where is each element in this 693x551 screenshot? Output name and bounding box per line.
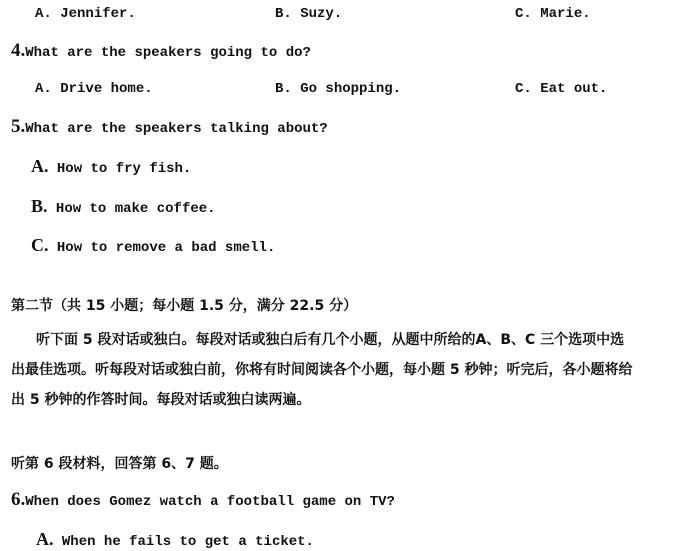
q6-text: When does Gomez watch a football game on TV? bbox=[25, 494, 395, 510]
q5-option-a-letter: A. bbox=[31, 156, 49, 176]
q5-number: 5. bbox=[11, 116, 26, 137]
q5-option-c-letter: C. bbox=[31, 235, 49, 255]
q4-option-c bbox=[515, 80, 607, 98]
q3-option-a-text: Jennifer. bbox=[60, 6, 136, 22]
q3-option-b-text: Suzy. bbox=[300, 6, 343, 22]
q6-option-a bbox=[36, 530, 314, 551]
q5-option-c bbox=[31, 236, 275, 257]
q4-option-a bbox=[35, 80, 153, 98]
q4-option-c-text: Eat out. bbox=[540, 81, 608, 97]
q5-option-b bbox=[31, 197, 216, 218]
section2-instruction-line1: 听下面 5 段对话或独白。每段对话或独白后有几个小题，从题中所给的A、B、C 三个选项中选 bbox=[36, 332, 625, 348]
q3-option-c bbox=[515, 5, 591, 23]
q3-option-a bbox=[35, 5, 136, 23]
q6-question bbox=[11, 491, 395, 511]
q5-text: What are the speakers talking about? bbox=[25, 121, 328, 137]
q4-option-a-letter: A. bbox=[35, 81, 52, 97]
q3-option-a-letter: A. bbox=[35, 6, 52, 22]
q5-option-b-text: How to make coffee. bbox=[55, 201, 216, 217]
q5-option-b-letter: B. bbox=[31, 196, 48, 216]
q3-option-c-letter: C. bbox=[515, 6, 532, 22]
q4-number: 4. bbox=[11, 40, 26, 61]
q4-option-a-text: Drive home. bbox=[60, 81, 153, 97]
section2-heading: 第二节（共 15 小题；每小题 1.5 分，满分 22.5 分） bbox=[11, 298, 358, 314]
q4-option-c-letter: C. bbox=[515, 81, 532, 97]
q5-option-a-text: How to fry fish. bbox=[56, 161, 192, 177]
passage6-intro: 听第 6 段材料，回答第 6、7 题。 bbox=[11, 456, 228, 472]
q4-option-b bbox=[275, 80, 401, 98]
q4-question bbox=[11, 42, 311, 62]
section2-instruction-line2: 出最佳选项。听每段对话或独白前，你将有时间阅读各个小题，每小题 5 秒钟；听完后，各小题将给 bbox=[11, 362, 633, 378]
q6-option-a-letter: A. bbox=[36, 529, 54, 549]
q5-option-c-text: How to remove a bad smell. bbox=[56, 240, 276, 256]
q3-option-b bbox=[275, 5, 342, 23]
q3-option-b-letter: B. bbox=[275, 6, 292, 22]
q4-option-b-text: Go shopping. bbox=[300, 81, 402, 97]
section2-instruction-line3: 出 5 秒钟的作答时间。每段对话或独白读两遍。 bbox=[11, 392, 311, 408]
q4-text: What are the speakers going to do? bbox=[25, 45, 311, 61]
q4-option-b-letter: B. bbox=[275, 81, 292, 97]
q3-option-c-text: Marie. bbox=[540, 6, 591, 22]
q6-number: 6. bbox=[11, 489, 26, 510]
q6-option-a-text: When he fails to get a ticket. bbox=[61, 534, 314, 550]
q5-option-a bbox=[31, 157, 191, 178]
q5-question bbox=[11, 118, 328, 138]
